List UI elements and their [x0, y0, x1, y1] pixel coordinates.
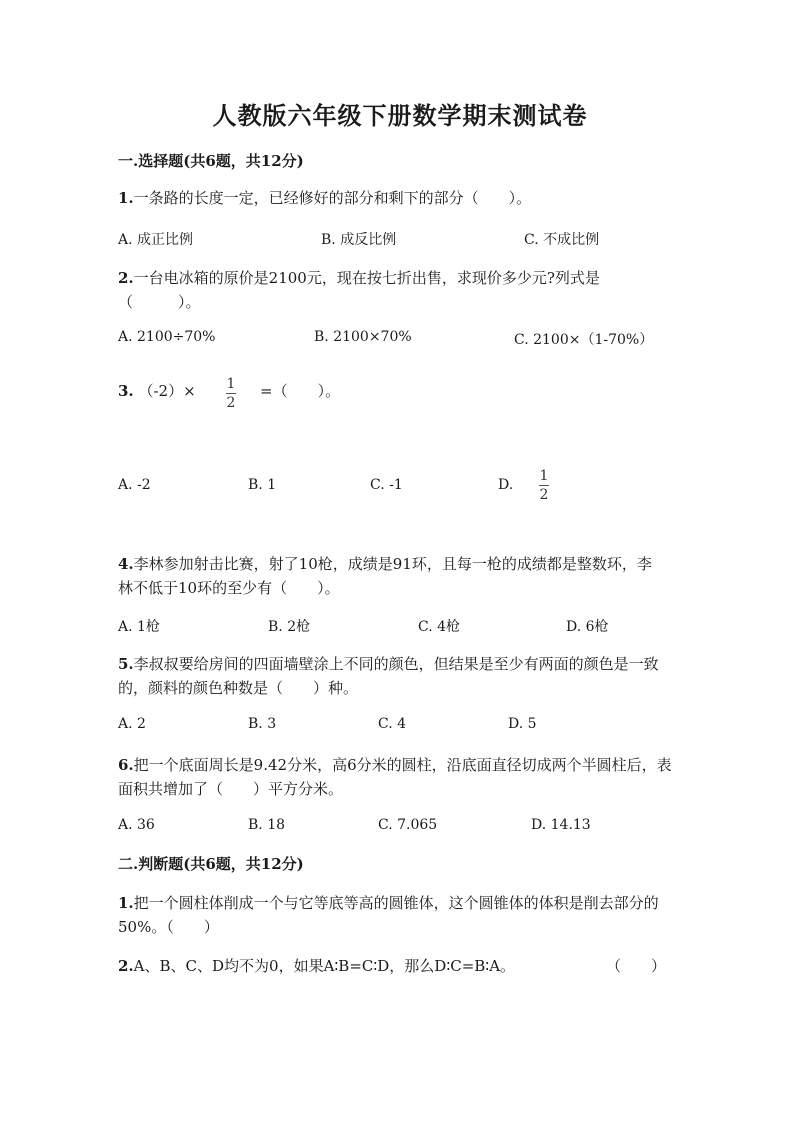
q4-option-b: B. 2枪 [268, 619, 311, 635]
question-text: 李林参加射击比赛，射了10枪，成绩是91环，且每一枪的成绩都是整数环，李林不低于10环的至少有（ ）。 [118, 555, 652, 597]
fraction-numerator: 1 [226, 376, 236, 392]
q3-option-b: B. 1 [248, 477, 277, 493]
q4-option-d: D. 6枪 [566, 619, 609, 635]
question-1 [118, 186, 678, 210]
page-title: 人教版六年级下册数学期末测试卷 [212, 101, 588, 130]
q6-option-a: A. 36 [118, 817, 155, 833]
question-5 [118, 652, 678, 700]
question-text: 一条路的长度一定，已经修好的部分和剩下的部分（ ）。 [133, 189, 532, 207]
question-number: 2. [118, 957, 134, 975]
q4-option-c: C. 4枪 [418, 619, 461, 635]
fraction-numerator: 1 [539, 468, 549, 484]
q6-option-c: C. 7.065 [378, 817, 438, 833]
fraction-bar [539, 485, 549, 486]
question-text: A、B、C、D均不为0，如果A∶B=C∶D，那么D∶C=B∶A。 [133, 957, 516, 975]
question-text: 一台电冰箱的原价是2100元，现在按七折出售，求现价多少元?列式是（ ）。 [118, 269, 600, 311]
question-6 [118, 753, 678, 801]
answer-parentheses: （ ） [606, 957, 667, 975]
q5-option-a: A. 2 [118, 716, 146, 732]
question-text: 把一个圆柱体削成一个与它等底等高的圆锥体，这个圆锥体的体积是削去部分的50%。（ ） [118, 894, 659, 936]
section-heading-choice: 一.选择题(共6题，共12分) [118, 152, 304, 170]
q5-option-c: C. 4 [378, 716, 407, 732]
q2-option-b: B. 2100×70% [314, 329, 412, 345]
question-number: 1. [118, 894, 134, 912]
question-text: 李叔叔要给房间的四面墙壁涂上不同的颜色，但结果是至少有两面的颜色是一致的，颜料的颜色种数是（ ）种。 [118, 655, 659, 697]
section-heading-judge: 二.判断题(共6题，共12分) [118, 855, 304, 873]
q3-option-d: D. [498, 477, 514, 493]
question-number: 4. [118, 555, 134, 573]
judge-question-2 [118, 955, 515, 976]
question-text-pre: （-2）× [138, 382, 196, 400]
question-number: 3. [118, 382, 134, 400]
q4-option-a: A. 1枪 [118, 619, 160, 635]
q3-option-d-fraction [539, 468, 549, 503]
q6-option-d: D. 14.13 [531, 817, 591, 833]
question-number: 1. [118, 189, 134, 207]
question-text-post: =（ ）。 [260, 382, 341, 400]
question-4 [118, 552, 663, 600]
q3-option-c: C. -1 [370, 477, 403, 493]
q3-option-a: A. -2 [118, 477, 151, 493]
q2-option-c: C. 2100×（1-70%） [514, 332, 654, 348]
fraction-bar [226, 393, 236, 394]
judge-question-1 [118, 891, 683, 939]
q1-option-b: B. 成反比例 [321, 232, 397, 248]
question-number: 2. [118, 269, 134, 287]
q5-option-d: D. 5 [508, 716, 537, 732]
question-number: 6. [118, 756, 134, 774]
question-number: 5. [118, 655, 134, 673]
question-3 [118, 380, 196, 401]
q5-option-b: B. 3 [248, 716, 277, 732]
fraction-denominator: 2 [539, 487, 549, 503]
q6-option-b: B. 18 [248, 817, 286, 833]
q2-option-a: A. 2100÷70% [118, 329, 216, 345]
fraction-denominator: 2 [226, 395, 236, 411]
q1-option-c: C. 不成比例 [524, 232, 600, 248]
fraction-one-half [226, 376, 236, 411]
question-text: 把一个底面周长是9.42分米，高6分米的圆柱，沿底面直径切成两个半圆柱后，表面积共增加了（ ）平方分米。 [118, 756, 672, 798]
q1-option-a: A. 成正比例 [118, 232, 194, 248]
question-2 [118, 266, 658, 314]
